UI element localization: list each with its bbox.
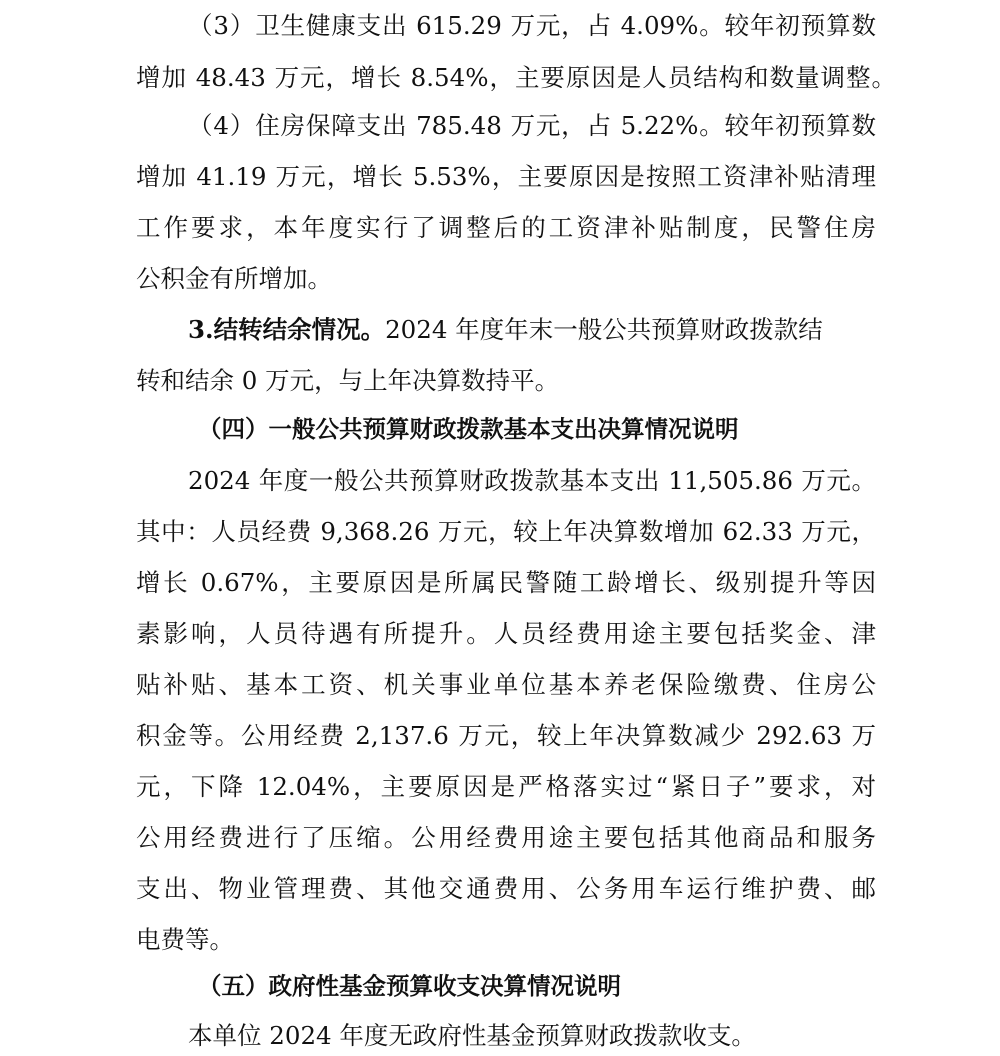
paragraph-line: 增长 0.67%，主要原因是所属民警随工龄增长、级别提升等因 xyxy=(136,568,876,597)
paragraph-line: 支出、物业管理费、其他交通费用、公务用车运行维护费、邮 xyxy=(136,874,876,903)
paragraph-line: 本单位 2024 年度无政府性基金预算财政拨款收支。 xyxy=(188,1021,756,1050)
carryover-label: 3.结转结余情况。 xyxy=(188,315,386,344)
paragraph-line xyxy=(188,310,876,350)
paragraph-line: （4）住房保障支出 785.48 万元，占 5.22%。较年初预算数 xyxy=(188,111,876,140)
paragraph-line: 工作要求，本年度实行了调整后的工资津补贴制度，民警住房 xyxy=(136,213,876,242)
paragraph-line: 增加 48.43 万元，增长 8.54%，主要原因是人员结构和数量调整。 xyxy=(136,63,896,92)
paragraph-line: 素影响，人员待遇有所提升。人员经费用途主要包括奖金、津 xyxy=(136,619,876,648)
paragraph-line: （3）卫生健康支出 615.29 万元，占 4.09%。较年初预算数 xyxy=(188,11,876,40)
paragraph-line: 公用经费进行了压缩。公用经费用途主要包括其他商品和服务 xyxy=(136,823,876,852)
paragraph-line: 电费等。 xyxy=(136,925,234,954)
paragraph-line: 转和结余 0 万元，与上年决算数持平。 xyxy=(136,366,560,395)
paragraph-line: 其中：人员经费 9,368.26 万元，较上年决算数增加 62.33 万元， xyxy=(136,517,876,546)
carryover-text: 2024 年度年末一般公共预算财政拨款结 xyxy=(385,315,823,344)
paragraph-line: 公积金有所增加。 xyxy=(136,264,332,293)
paragraph-line: 元，下降 12.04%，主要原因是严格落实过“紧日子”要求，对 xyxy=(136,772,876,801)
paragraph-line: 贴补贴、基本工资、机关事业单位基本养老保险缴费、住房公 xyxy=(136,670,876,699)
paragraph-line: 积金等。公用经费 2,137.6 万元，较上年决算数减少 292.63 万 xyxy=(136,721,876,750)
section-heading: （四）一般公共预算财政拨款基本支出决算情况说明 xyxy=(198,415,739,443)
section-heading: （五）政府性基金预算收支决算情况说明 xyxy=(198,972,621,1000)
paragraph-line: 2024 年度一般公共预算财政拨款基本支出 11,505.86 万元。 xyxy=(188,466,876,495)
paragraph-line: 增加 41.19 万元，增长 5.53%，主要原因是按照工资津补贴清理 xyxy=(136,162,876,191)
